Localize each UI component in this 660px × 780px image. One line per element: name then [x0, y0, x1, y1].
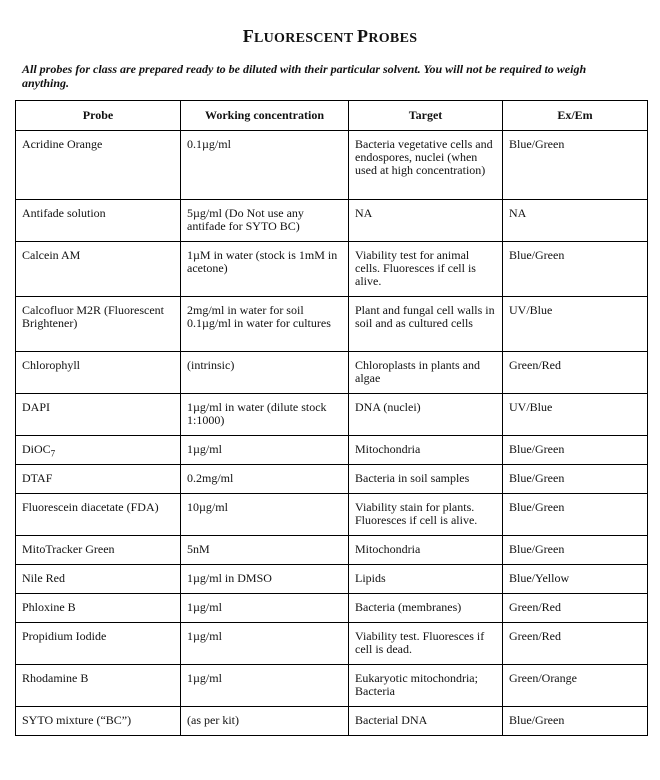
cell-concentration: 10µg/ml [181, 494, 349, 536]
cell-target: Eukaryotic mitochondria; Bacteria [349, 665, 503, 707]
title-initial-f: F [242, 26, 254, 46]
table-row [16, 352, 648, 394]
header-working-concentration: Working concentration [181, 101, 349, 131]
cell-probe: Calcein AM [16, 242, 181, 297]
cell-concentration: (as per kit) [181, 707, 349, 736]
probe-name: DiOC [22, 442, 51, 456]
cell-concentration: 2mg/ml in water for soil 0.1µg/ml in water for cultures [181, 297, 349, 352]
cell-ex-em: Blue/Yellow [503, 565, 648, 594]
cell-target: NA [349, 200, 503, 242]
cell-concentration: 1µg/ml in water (dilute stock 1:1000) [181, 394, 349, 436]
cell-ex-em: UV/Blue [503, 297, 648, 352]
cell-ex-em: NA [503, 200, 648, 242]
table-row [16, 131, 648, 200]
header-target: Target [349, 101, 503, 131]
table-row [16, 297, 648, 352]
cell-target: Lipids [349, 565, 503, 594]
table-row [16, 242, 648, 297]
table-row [16, 594, 648, 623]
cell-probe: SYTO mixture (“BC”) [16, 707, 181, 736]
cell-ex-em: Green/Red [503, 594, 648, 623]
cell-probe: Antifade solution [16, 200, 181, 242]
table-row [16, 623, 648, 665]
cell-concentration: 0.2mg/ml [181, 465, 349, 494]
cell-concentration: 5µg/ml (Do Not use any antifade for SYTO BC) [181, 200, 349, 242]
table-row [16, 394, 648, 436]
cell-ex-em: Blue/Green [503, 494, 648, 536]
cell-probe: Chlorophyll [16, 352, 181, 394]
cell-ex-em: Blue/Green [503, 707, 648, 736]
cell-ex-em: Green/Red [503, 352, 648, 394]
cell-probe: Rhodamine B [16, 665, 181, 707]
cell-concentration: 1µg/ml [181, 594, 349, 623]
cell-target: Chloroplasts in plants and algae [349, 352, 503, 394]
cell-target: Viability stain for plants. Fluoresces if cell is alive. [349, 494, 503, 536]
cell-target: Bacteria in soil samples [349, 465, 503, 494]
cell-concentration: 1µg/ml [181, 665, 349, 707]
cell-target: Bacterial DNA [349, 707, 503, 736]
table-row [16, 565, 648, 594]
cell-probe: Acridine Orange [16, 131, 181, 200]
cell-probe: DTAF [16, 465, 181, 494]
table-body [16, 131, 648, 736]
cell-target: Viability test. Fluoresces if cell is dead. [349, 623, 503, 665]
cell-probe: Fluorescein diacetate (FDA) [16, 494, 181, 536]
cell-target: Mitochondria [349, 536, 503, 565]
table-row [16, 200, 648, 242]
cell-ex-em: Green/Orange [503, 665, 648, 707]
cell-concentration: 1µg/ml in DMSO [181, 565, 349, 594]
cell-target: Viability test for animal cells. Fluoresces if cell is alive. [349, 242, 503, 297]
cell-probe [16, 436, 181, 465]
table-header-row [16, 101, 648, 131]
cell-target: DNA (nuclei) [349, 394, 503, 436]
cell-ex-em: UV/Blue [503, 394, 648, 436]
cell-target: Bacteria vegetative cells and endospores, nuclei (when used at high concentration) [349, 131, 503, 200]
table-row [16, 465, 648, 494]
cell-target: Bacteria (membranes) [349, 594, 503, 623]
cell-probe: DAPI [16, 394, 181, 436]
cell-ex-em: Blue/Green [503, 465, 648, 494]
cell-concentration: 1µM in water (stock is 1mM in acetone) [181, 242, 349, 297]
cell-target: Plant and fungal cell walls in soil and as cultured cells [349, 297, 503, 352]
cell-probe: Calcofluor M2R (Fluorescent Brightener) [16, 297, 181, 352]
title-rest-2: ROBES [368, 31, 418, 46]
cell-target: Mitochondria [349, 436, 503, 465]
cell-ex-em: Blue/Green [503, 131, 648, 200]
table-row [16, 665, 648, 707]
cell-ex-em: Blue/Green [503, 436, 648, 465]
cell-probe: Nile Red [16, 565, 181, 594]
table-row [16, 536, 648, 565]
header-probe: Probe [16, 101, 181, 131]
cell-ex-em: Blue/Green [503, 536, 648, 565]
cell-ex-em: Blue/Green [503, 242, 648, 297]
cell-concentration: 5nM [181, 536, 349, 565]
cell-probe: Phloxine B [16, 594, 181, 623]
table-row [16, 707, 648, 736]
cell-concentration: 1µg/ml [181, 623, 349, 665]
cell-probe: MitoTracker Green [16, 536, 181, 565]
header-ex-em: Ex/Em [503, 101, 648, 131]
title-initial-p: P [357, 26, 369, 46]
cell-concentration: 1µg/ml [181, 436, 349, 465]
table-row [16, 436, 648, 465]
page-title [0, 26, 660, 47]
cell-concentration: (intrinsic) [181, 352, 349, 394]
cell-probe: Propidium Iodide [16, 623, 181, 665]
title-rest-1: LUORESCENT [254, 31, 358, 46]
intro-note: All probes for class are prepared ready to be diluted with their particular solvent. You will not be required to weigh anything. [22, 62, 587, 90]
probe-subscript: 7 [50, 448, 56, 459]
probes-table [15, 100, 648, 736]
cell-concentration: 0.1µg/ml [181, 131, 349, 200]
table-row [16, 494, 648, 536]
cell-ex-em: Green/Red [503, 623, 648, 665]
